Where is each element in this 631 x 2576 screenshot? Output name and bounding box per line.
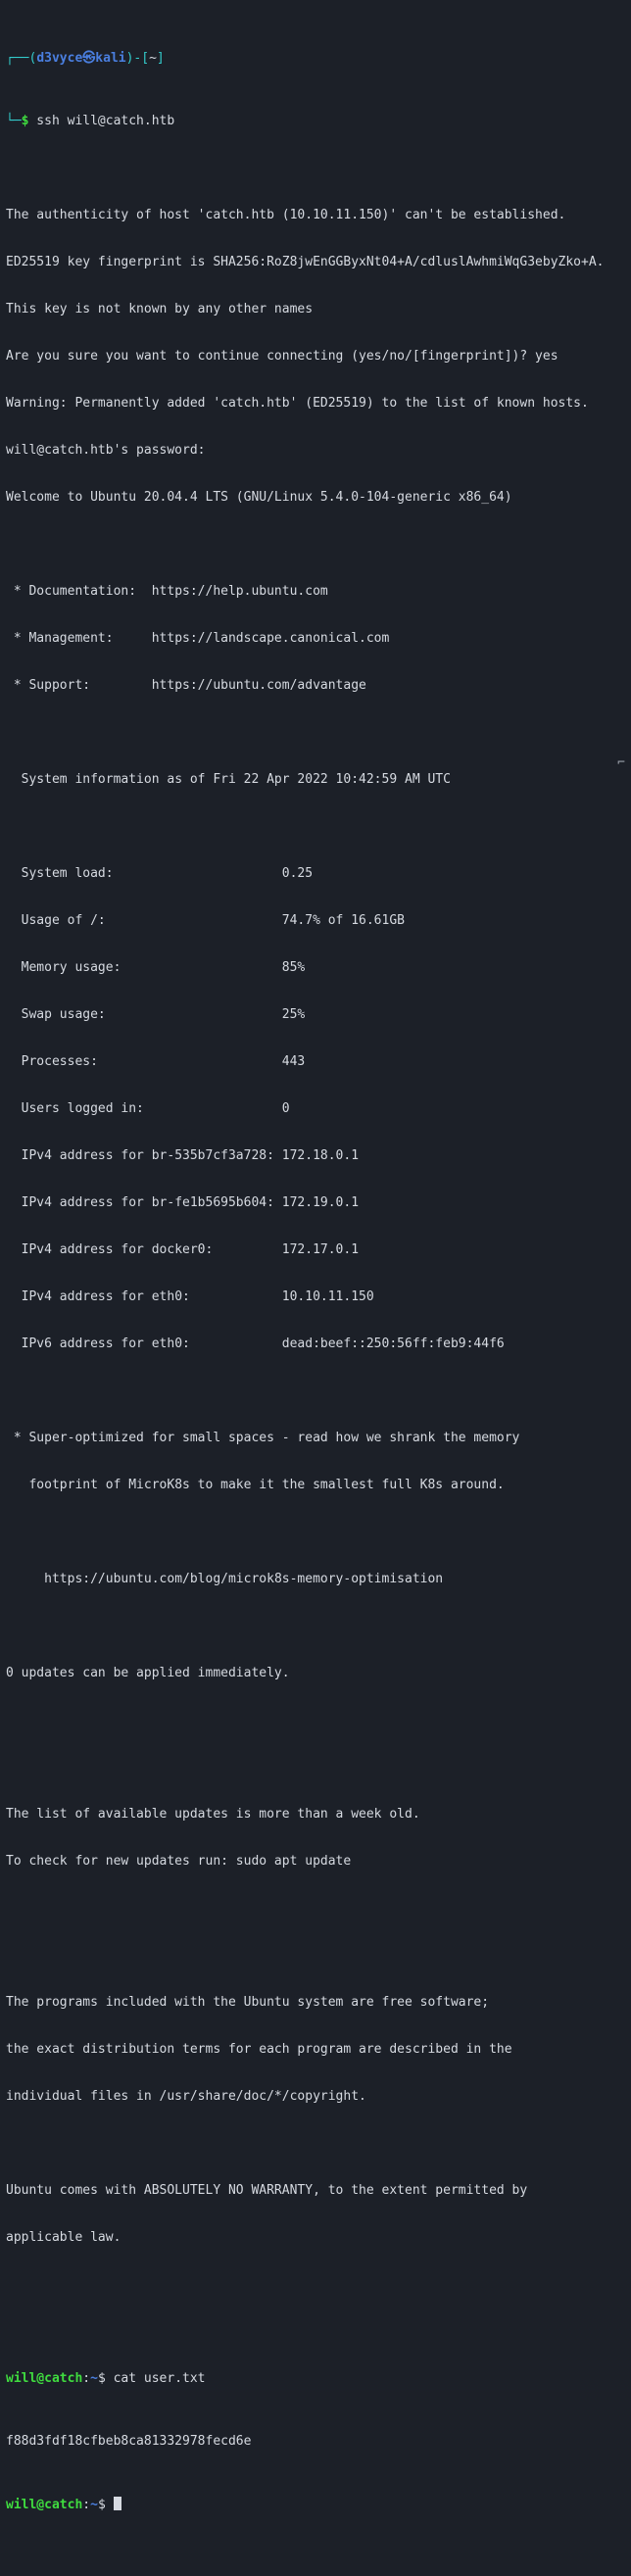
updates-available-line: 0 updates can be applied immediately.	[6, 1666, 290, 1680]
prompt-at-symbol: ㉿	[82, 51, 96, 66]
users-logged-in-line: Users logged in: 0	[6, 1101, 290, 1116]
disk-usage-line: Usage of /: 74.7% of 16.61GB	[6, 913, 405, 928]
output-line: This key is not known by any other names	[6, 302, 314, 316]
output-line: Warning: Permanently added 'catch.htb' (ED25519) to the list of known hosts.	[6, 396, 589, 411]
documentation-line: * Documentation: https://help.ubuntu.com	[6, 584, 328, 599]
prompt-host: kali	[95, 51, 126, 66]
text-cursor	[114, 2497, 121, 2510]
output-line: The authenticity of host 'catch.htb (10.10.11.150)' can't be established.	[6, 208, 566, 222]
remote-user-host: will@catch	[6, 2498, 83, 2512]
blank-line	[6, 1619, 625, 1634]
output-line: Are you sure you want to continue connecting (yes/no/[fingerprint])? yes	[6, 349, 558, 364]
remote-prompt-line-cat	[6, 2371, 625, 2387]
ssh-output-block	[6, 176, 625, 2324]
mouse-pointer-icon: ⌐	[617, 755, 625, 770]
remote-prompt-line-current	[6, 2497, 625, 2513]
ipv4-br1-line: IPv4 address for br-535b7cf3a728: 172.18.0.1	[6, 1148, 360, 1163]
blank-line	[6, 819, 625, 835]
warranty-line-1: Ubuntu comes with ABSOLUTELY NO WARRANTY, to the extent permitted by	[6, 2183, 528, 2198]
remote-prompt-dollar: $	[97, 2371, 106, 2386]
system-info-header: System information as of Fri 22 Apr 2022 10:42:59 AM UTC	[6, 772, 451, 787]
microk8s-ad-line-2: footprint of MicroK8s to make it the smallest full K8s around.	[6, 1478, 505, 1492]
remote-prompt-colon: :	[82, 2498, 91, 2512]
ssh-command: ssh will@catch.htb	[28, 114, 175, 128]
ipv4-eth0-line: IPv4 address for eth0: 10.10.11.150	[6, 1289, 374, 1304]
updates-stale-line: The list of available updates is more than a week old.	[6, 1807, 420, 1822]
prompt-bracket-close: )-[	[125, 51, 150, 66]
prompt-user: d3vyce	[36, 51, 83, 66]
license-line-2: the exact distribution terms for each program are described in the	[6, 2042, 512, 2057]
user-flag-output: f88d3fdf18cfbeb8ca81332978fecd6e	[6, 2434, 252, 2449]
support-line: * Support: https://ubuntu.com/advantage	[6, 678, 366, 693]
welcome-line: Welcome to Ubuntu 20.04.4 LTS (GNU/Linux 5.4.0-104-generic x86_64)	[6, 490, 512, 505]
prompt-path: ~	[149, 51, 157, 66]
memory-usage-line: Memory usage: 85%	[6, 960, 306, 975]
apt-update-hint-line: To check for new updates run: sudo apt update	[6, 1854, 352, 1869]
system-load-line: System load: 0.25	[6, 866, 314, 881]
prompt-line-1	[6, 51, 625, 67]
blank-line	[6, 2136, 625, 2152]
processes-line: Processes: 443	[6, 1054, 306, 1069]
blank-line	[6, 1760, 625, 1775]
ipv4-docker0-line: IPv4 address for docker0: 172.17.0.1	[6, 1242, 360, 1257]
prompt-branch-icon: └─	[6, 114, 22, 128]
ipv6-eth0-line: IPv6 address for eth0: dead:beef::250:56ff:feb9:44f6	[6, 1337, 505, 1351]
blank-line	[6, 2277, 625, 2293]
blank-line	[6, 1525, 625, 1540]
prompt-bracket-open: ┌──(	[6, 51, 37, 66]
cat-command: cat user.txt	[105, 2371, 206, 2386]
output-line: ED25519 key fingerprint is SHA256:RoZ8jwEnGGByxNt04+A/cdluslAwhmiWqG3ebyZko+A.	[6, 255, 605, 269]
prompt-tail: ]	[156, 51, 165, 66]
management-line: * Management: https://landscape.canonical.com	[6, 631, 390, 646]
blank-line	[6, 1713, 625, 1728]
blank-line	[6, 537, 625, 553]
swap-usage-line: Swap usage: 25%	[6, 1007, 306, 1022]
microk8s-ad-line-1: * Super-optimized for small spaces - read how we shrank the memory	[6, 1431, 520, 1445]
blank-line	[6, 1948, 625, 1964]
remote-prompt-colon: :	[82, 2371, 91, 2386]
blank-line	[6, 725, 625, 741]
blank-line	[6, 1901, 625, 1917]
remote-user-host: will@catch	[6, 2371, 83, 2386]
license-line-1: The programs included with the Ubuntu system are free software;	[6, 1995, 490, 2010]
microk8s-link-line: https://ubuntu.com/blog/microk8s-memory-optimisation	[6, 1572, 444, 1586]
remote-prompt-dollar: $	[97, 2498, 106, 2512]
warranty-line-2: applicable law.	[6, 2230, 121, 2245]
ipv4-br2-line: IPv4 address for br-fe1b5695b604: 172.19.0.1	[6, 1195, 360, 1210]
prompt-line-2	[6, 114, 625, 129]
remote-prompt-path: ~	[90, 2498, 98, 2512]
remote-prompt-path: ~	[90, 2371, 98, 2386]
license-line-3: individual files in /usr/share/doc/*/copyright.	[6, 2089, 366, 2104]
blank-line	[6, 1384, 625, 1399]
password-prompt-line: will@catch.htb's password:	[6, 443, 206, 458]
command-input-area[interactable]	[106, 2498, 114, 2512]
prompt-dollar: $	[21, 114, 29, 128]
